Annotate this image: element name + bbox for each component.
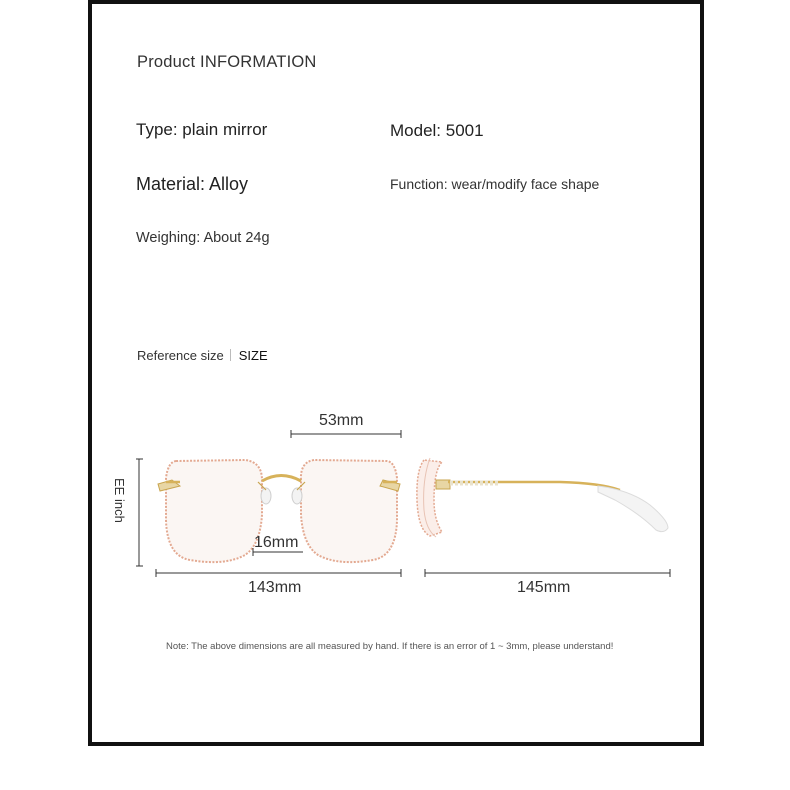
temple-arm [448,482,620,490]
measurement-note: Note: The above dimensions are all measured by hand. If there is an error of 1 ~ 3mm, please understand! [166,641,614,652]
right-nose-pad [292,488,302,504]
left-lens [166,460,262,562]
lens-height-label: EE inch [112,478,127,523]
lens-width-label: 53mm [319,412,364,429]
side-lens [417,460,442,536]
frame-width-label: 143mm [248,579,302,596]
left-nose-pad [261,488,271,504]
frame-width-dimension [156,569,401,577]
temple-length-dimension [425,569,670,577]
lens-width-dimension [291,430,401,438]
glasses-side-view [417,458,668,537]
lens-height-label-wrap [113,478,133,538]
lens-height-dimension [136,459,143,566]
side-hinge [436,480,450,489]
spec-material: Material: Alloy [136,174,249,194]
spec-type: Type: plain mirror [136,120,268,139]
bridge [262,476,301,482]
right-lens [301,460,397,562]
spec-function: Function: wear/modify face shape [390,176,600,192]
temple-length-label: 145mm [517,579,571,596]
reference-size-label: Reference size [137,348,224,363]
reference-size-tag: SIZE [238,348,268,363]
bridge-label: 16mm [254,534,299,551]
spec-weighing: Weighing: About 24g [136,230,270,246]
section-title: Product INFORMATION [137,53,317,71]
temple-tip [598,486,668,532]
spec-model: Model: 5001 [390,121,484,140]
